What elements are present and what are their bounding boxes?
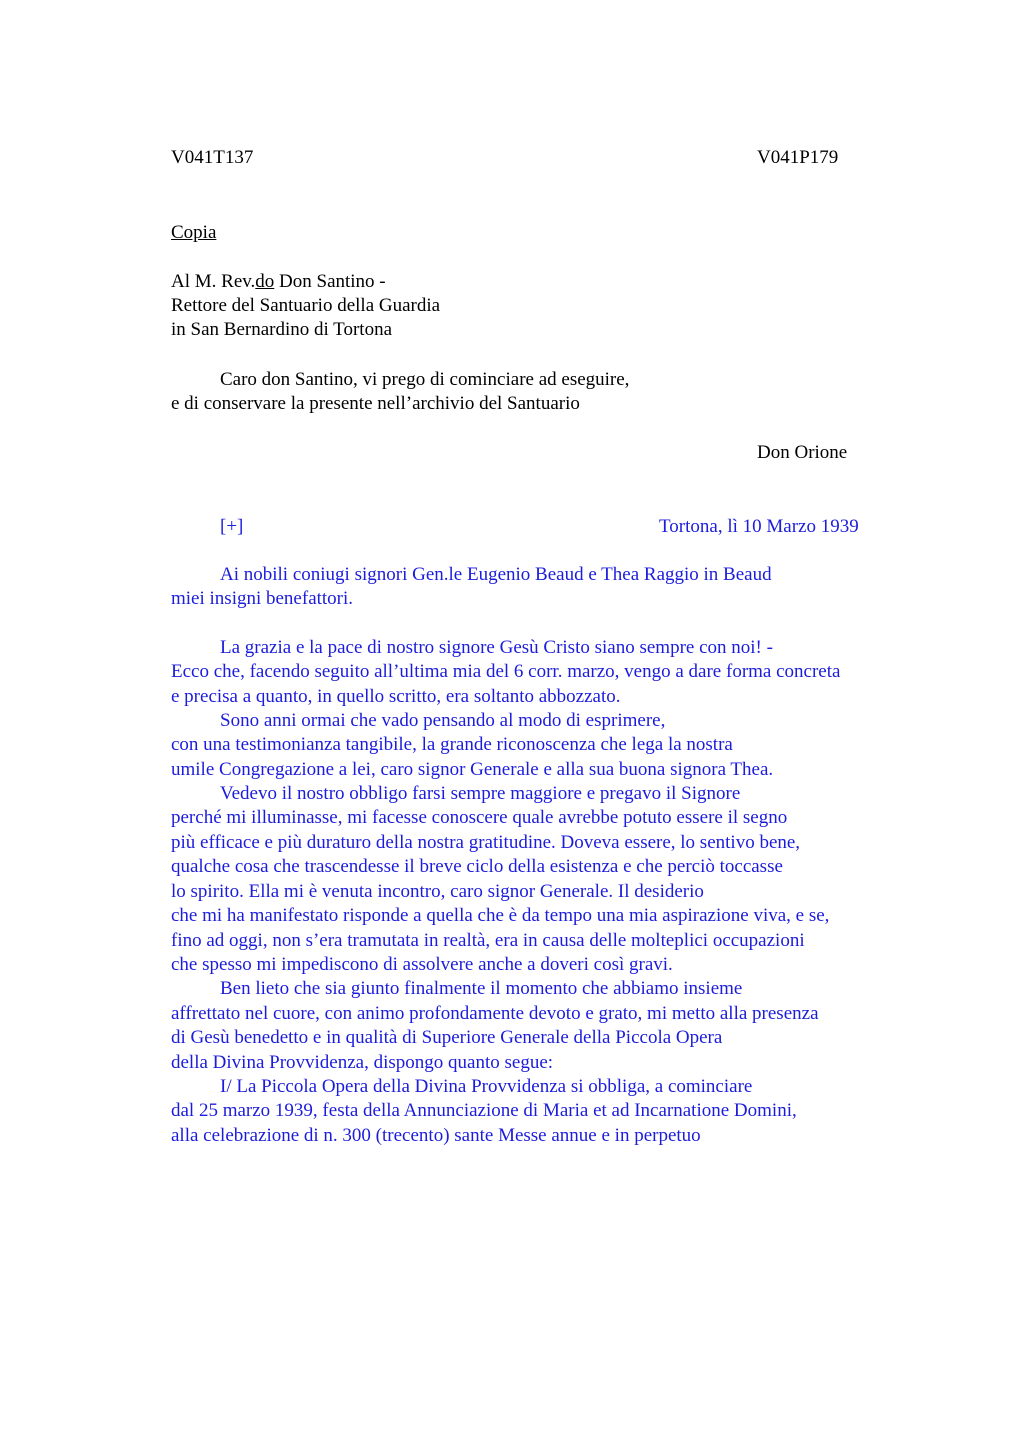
copia-label: Copia bbox=[171, 222, 217, 243]
cross-mark: [+] bbox=[220, 516, 244, 537]
body-line: più efficace e più duraturo della nostra gratitudine. Doveva essere, lo sentivo bene, bbox=[171, 832, 801, 853]
body-line: della Divina Provvidenza, dispongo quanto segue: bbox=[171, 1052, 554, 1073]
body-line: Ecco che, facendo seguito all’ultima mia del 6 corr. marzo, vengo a dare forma concreta bbox=[171, 661, 841, 682]
body-line: dal 25 marzo 1939, festa della Annunciazione di Maria et ad Incarnatione Domini, bbox=[171, 1100, 797, 1121]
document-code-left: V041T137 bbox=[171, 147, 254, 168]
body-line: Vedevo il nostro obbligo farsi sempre maggiore e pregavo il Signore bbox=[220, 783, 741, 804]
body-line: Sono anni ormai che vado pensando al modo di esprimere, bbox=[220, 710, 666, 731]
body-line: alla celebrazione di n. 300 (trecento) sante Messe annue e in perpetuo bbox=[171, 1125, 701, 1146]
address-line-1: Al M. Rev.do Don Santino - bbox=[171, 271, 386, 292]
body-line: e precisa a quanto, in quello scritto, era soltanto abbozzato. bbox=[171, 686, 621, 707]
body-line: con una testimonianza tangibile, la grande riconoscenza che lega la nostra bbox=[171, 734, 733, 755]
body-line: di Gesù benedetto e in qualità di Superiore Generale della Piccola Opera bbox=[171, 1027, 723, 1048]
body-line: Ben lieto che sia giunto finalmente il momento che abbiamo insieme bbox=[220, 978, 743, 999]
body-line: perché mi illuminasse, mi facesse conoscere quale avrebbe potuto essere il segno bbox=[171, 807, 788, 828]
salutation-line-1: Ai nobili coniugi signori Gen.le Eugenio Beaud e Thea Raggio in Beaud bbox=[220, 564, 772, 585]
body-line: lo spirito. Ella mi è venuta incontro, caro signor Generale. Il desiderio bbox=[171, 881, 704, 902]
place-date: Tortona, lì 10 Marzo 1939 bbox=[659, 516, 859, 537]
salutation-line-2: miei insigni benefattori. bbox=[171, 588, 354, 609]
body-line: affrettato nel cuore, con animo profondamente devoto e grato, mi metto alla presenza bbox=[171, 1003, 819, 1024]
note-line-2: e di conservare la presente nell’archivio del Santuario bbox=[171, 393, 580, 414]
body-line: I/ La Piccola Opera della Divina Provvidenza si obbliga, a cominciare bbox=[220, 1076, 753, 1097]
signature: Don Orione bbox=[757, 442, 848, 463]
note-line-1: Caro don Santino, vi prego di cominciare ad eseguire, bbox=[220, 369, 630, 390]
document-code-right: V041P179 bbox=[757, 147, 839, 168]
body-line: che mi ha manifestato risponde a quella che è da tempo una mia aspirazione viva, e se, bbox=[171, 905, 830, 926]
address-line-2: Rettore del Santuario della Guardia bbox=[171, 295, 441, 316]
body-line: umile Congregazione a lei, caro signor Generale e alla sua buona signora Thea. bbox=[171, 759, 774, 780]
body-line: qualche cosa che trascendesse il breve ciclo della esistenza e che perciò toccasse bbox=[171, 856, 783, 877]
body-line: La grazia e la pace di nostro signore Gesù Cristo siano sempre con noi! - bbox=[220, 637, 773, 658]
body-line: fino ad oggi, non s’era tramutata in realtà, era in causa delle molteplici occupazioni bbox=[171, 930, 805, 951]
address-line-3: in San Bernardino di Tortona bbox=[171, 319, 393, 340]
body-line: che spesso mi impediscono di assolvere anche a doveri così gravi. bbox=[171, 954, 673, 975]
